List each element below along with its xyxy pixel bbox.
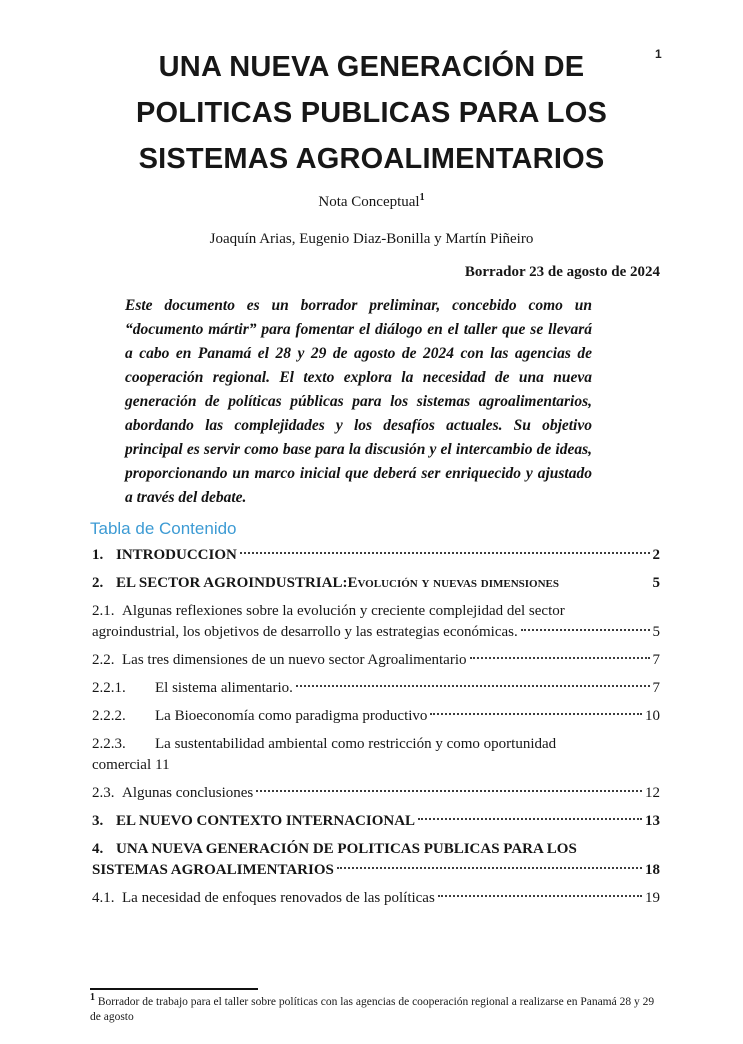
subtitle xyxy=(0,192,743,212)
toc-entry-number: 2.2.2. xyxy=(92,708,126,724)
page-number: 1 xyxy=(655,47,662,61)
toc-entry-number: 2.2.3. xyxy=(92,736,126,752)
toc-entry-label-smallcaps: Evolución y nuevas dimensiones xyxy=(347,575,559,591)
toc-entry-number: 2.1. xyxy=(92,603,115,619)
toc-entry-2-2-1[interactable] xyxy=(92,678,660,699)
toc-entry-number: 2. xyxy=(92,575,104,591)
title-line-1: UNA NUEVA GENERACIÓN DE xyxy=(158,51,585,83)
subtitle-text: Nota Conceptual xyxy=(318,194,420,210)
toc-entry-2-3[interactable] xyxy=(92,783,660,804)
toc-entry-label: La Bioeconomía como paradigma productivo xyxy=(155,708,428,724)
footnote-number: 1 xyxy=(90,992,95,1004)
toc-entry-label-continued: agroindustrial, los objetivos de desarrollo y las estrategias económicas. xyxy=(92,624,518,640)
toc-entry-number: 4.1. xyxy=(92,890,115,906)
toc-entry-label: Algunas conclusiones xyxy=(122,785,254,801)
toc-entry-number: 3. xyxy=(92,813,104,829)
footnote xyxy=(90,988,666,1025)
toc-entry-2-2-2[interactable] xyxy=(92,706,660,727)
toc-entry-number: 1. xyxy=(92,547,104,563)
toc-entry-label: EL NUEVO CONTEXTO INTERNACIONAL xyxy=(116,813,416,829)
toc-page-number: 5 xyxy=(652,575,660,591)
footnote-body: Borrador de trabajo para el taller sobre políticas con las agencias de cooperación regional a realizarse en Panamá 28 y 29 de agosto xyxy=(90,996,655,1023)
document-title xyxy=(40,44,703,182)
toc-page-number: 13 xyxy=(645,813,660,829)
toc-page-number: 2 xyxy=(652,547,660,563)
toc-entry-2[interactable] xyxy=(92,573,660,594)
toc-entry-number: 4. xyxy=(92,841,104,857)
toc-entry-3[interactable] xyxy=(92,811,660,832)
title-line-3: SISTEMAS AGROALIMENTARIOS xyxy=(138,143,605,175)
toc-entry-number: 2.2.1. xyxy=(92,680,126,696)
toc-entry-label: Algunas reflexiones sobre la evolución y creciente complejidad del sector xyxy=(122,603,565,619)
toc-page-number: 10 xyxy=(645,708,660,724)
toc-entry-label-continued: comercial xyxy=(92,757,152,773)
toc-entry-label: EL SECTOR AGROINDUSTRIAL: xyxy=(116,575,348,591)
footnote-separator xyxy=(90,988,258,990)
abstract-paragraph: Este documento es un borrador preliminar, concebido como un “documento mártir” para fomentar el diálogo en el taller que se llevará a cabo en Panamá el 28 y 29 de agosto de 2024 con las agencias de cooperación regional. El texto explora la necesidad de una nueva generación de políticas públicas para los sistemas agroalimentarios, abordando las complejidades y los desafíos actuales. Su objetivo principal es servir como base para la discusión y el intercambio de ideas, proporcionando un marco inicial que deberá ser enriquecido y ajustado a través del debate. xyxy=(125,297,592,506)
toc-page-number: 11 xyxy=(155,757,170,773)
toc-page-number: 7 xyxy=(652,680,660,696)
toc-entry-number: 2.3. xyxy=(92,785,115,801)
authors-line: Joaquín Arias, Eugenio Diaz-Bonilla y Martín Piñeiro xyxy=(209,231,534,247)
toc-entry-2-2-3[interactable] xyxy=(92,734,660,776)
toc-entry-label: INTRODUCCION xyxy=(116,547,237,563)
footnote-reference-mark: 1 xyxy=(419,192,425,203)
toc-entry-label: La sustentabilidad ambiental como restricción y como oportunidad xyxy=(155,736,557,752)
toc-page-number: 5 xyxy=(652,624,660,640)
toc-entry-label-continued: SISTEMAS AGROALIMENTARIOS xyxy=(92,862,334,878)
toc-entry-number: 2.2. xyxy=(92,652,115,668)
toc-entry-label: Las tres dimensiones de un nuevo sector Agroalimentario xyxy=(122,652,467,668)
toc-entry-2-1[interactable] xyxy=(92,601,660,643)
toc-heading: Tabla de Contenido xyxy=(90,519,237,538)
toc-page-number: 19 xyxy=(645,890,660,906)
title-line-2: POLITICAS PUBLICAS PARA LOS xyxy=(135,97,608,129)
toc-entry-4[interactable] xyxy=(92,839,660,881)
toc-entry-1[interactable] xyxy=(92,545,660,566)
toc-page-number: 7 xyxy=(652,652,660,668)
draft-date-line: Borrador 23 de agosto de 2024 xyxy=(464,264,660,280)
toc-entry-label: UNA NUEVA GENERACIÓN DE POLITICAS PUBLICAS PARA LOS xyxy=(116,841,577,857)
toc-page-number: 12 xyxy=(645,785,660,801)
toc-entry-label: La necesidad de enfoques renovados de las políticas xyxy=(122,890,435,906)
table-of-contents xyxy=(92,545,660,909)
toc-page-number: 18 xyxy=(645,862,660,878)
toc-entry-4-1[interactable] xyxy=(92,888,660,909)
toc-entry-label: El sistema alimentario. xyxy=(155,680,293,696)
toc-entry-2-2[interactable] xyxy=(92,650,660,671)
